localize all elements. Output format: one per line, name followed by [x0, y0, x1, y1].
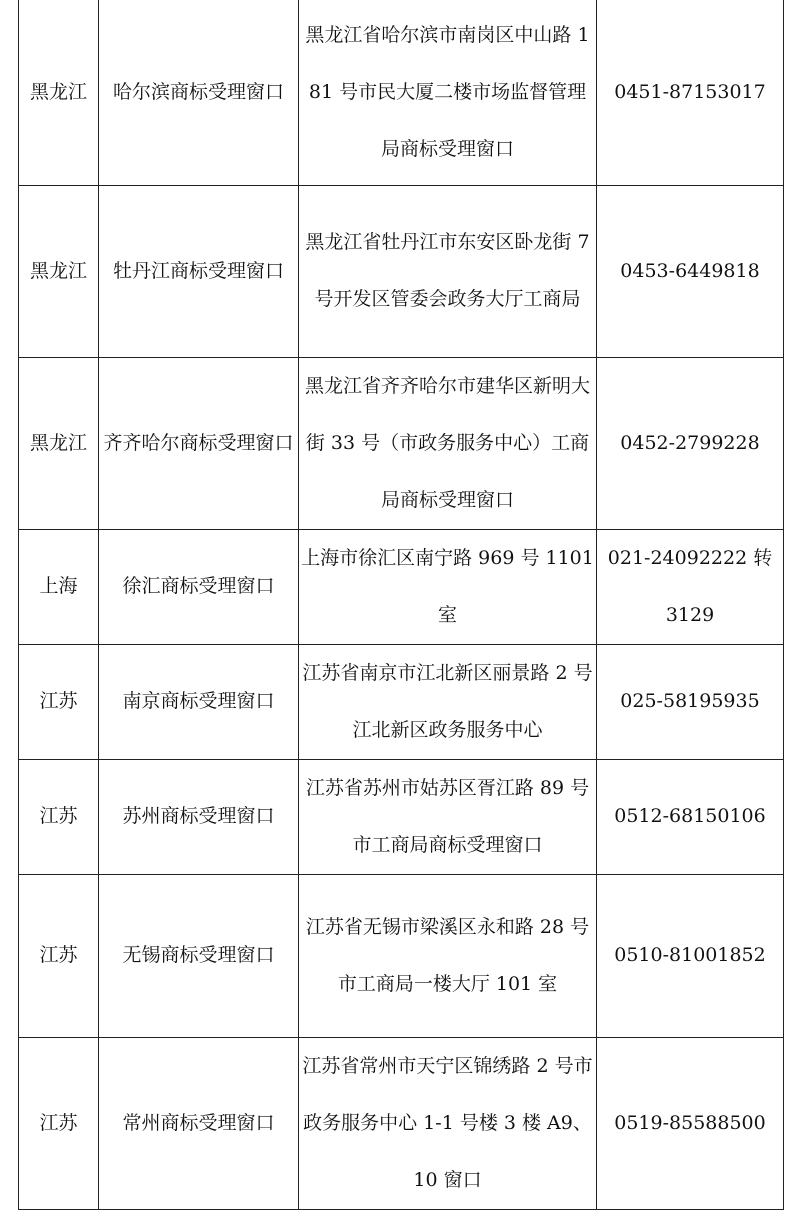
- address-cell: 江苏省无锡市梁溪区永和路 28 号市工商局一楼大厅 101 室: [299, 874, 597, 1037]
- province-cell: 江苏: [19, 874, 99, 1037]
- address-cell: 黑龙江省哈尔滨市南岗区中山路 181 号市民大厦二楼市场监督管理局商标受理窗口: [299, 0, 597, 185]
- province-cell: 上海: [19, 529, 99, 644]
- address-cell: 黑龙江省齐齐哈尔市建华区新明大街 33 号（市政务服务中心）工商局商标受理窗口: [299, 357, 597, 529]
- address-cell: 江苏省苏州市姑苏区胥江路 89 号市工商局商标受理窗口: [299, 759, 597, 874]
- table-row: [19, 185, 784, 357]
- office-name-cell: 牡丹江商标受理窗口: [99, 185, 299, 357]
- table-row: [19, 644, 784, 759]
- province-cell: 江苏: [19, 1037, 99, 1209]
- office-name-cell: 南京商标受理窗口: [99, 644, 299, 759]
- office-name-cell: 哈尔滨商标受理窗口: [99, 0, 299, 185]
- province-cell: 江苏: [19, 644, 99, 759]
- table-row: [19, 759, 784, 874]
- phone-cell: 0453-6449818: [597, 185, 784, 357]
- table-row: [19, 357, 784, 529]
- phone-cell: 0510-81001852: [597, 874, 784, 1037]
- office-name-cell: 常州商标受理窗口: [99, 1037, 299, 1209]
- phone-cell: 0512-68150106: [597, 759, 784, 874]
- table-row: [19, 1037, 784, 1209]
- office-name-cell: 徐汇商标受理窗口: [99, 529, 299, 644]
- phone-cell: 0519-85588500: [597, 1037, 784, 1209]
- address-cell: 江苏省南京市江北新区丽景路 2 号江北新区政务服务中心: [299, 644, 597, 759]
- address-cell: 上海市徐汇区南宁路 969 号 1101 室: [299, 529, 597, 644]
- province-cell: 黑龙江: [19, 185, 99, 357]
- table-row: [19, 874, 784, 1037]
- trademark-office-table: [18, 0, 784, 1210]
- office-name-cell: 苏州商标受理窗口: [99, 759, 299, 874]
- office-name-cell: 无锡商标受理窗口: [99, 874, 299, 1037]
- office-name-cell: 齐齐哈尔商标受理窗口: [99, 357, 299, 529]
- province-cell: 江苏: [19, 759, 99, 874]
- table-row: [19, 529, 784, 644]
- phone-cell: 025-58195935: [597, 644, 784, 759]
- address-cell: 江苏省常州市天宁区锦绣路 2 号市政务服务中心 1-1 号楼 3 楼 A9、10 窗口: [299, 1037, 597, 1209]
- phone-cell: 0452-2799228: [597, 357, 784, 529]
- phone-cell: 0451-87153017: [597, 0, 784, 185]
- province-cell: 黑龙江: [19, 0, 99, 185]
- province-cell: 黑龙江: [19, 357, 99, 529]
- phone-cell: 021-24092222 转 3129: [597, 529, 784, 644]
- address-cell: 黑龙江省牡丹江市东安区卧龙街 7 号开发区管委会政务大厅工商局: [299, 185, 597, 357]
- table-row: [19, 0, 784, 185]
